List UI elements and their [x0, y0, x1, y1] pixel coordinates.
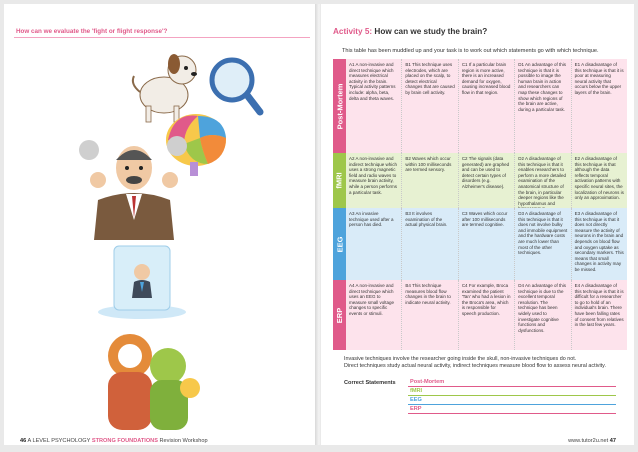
table-cell: B2 Waves which occur within 100 milliseconds are termed sensory. — [402, 153, 458, 208]
note-invasive: Invasive techniques involve the researcher going inside the skull, non-invasive techniques do not. — [344, 356, 577, 362]
row-label-fmri: fMRI — [333, 153, 346, 208]
site-url[interactable]: www.tutor2u.net — [568, 438, 609, 444]
answer-line-erp[interactable]: ERP — [408, 405, 616, 414]
table-cell: A4 A non-invasive and direct technique which uses an EEG to measure small voltage changes to specific events or stimuli. — [346, 280, 402, 350]
right-page-number: 47 — [609, 438, 616, 444]
table-row — [333, 59, 627, 153]
table-cell: B1 This technique uses electrodes, which are placed on the scalp, to detect electrical changes that are caused by brain cell activity. — [402, 59, 458, 153]
table-cell: C2 The signals (data generated) are graphed and can be used to detect certain types of disorders (e.g. Alzheimer's disease). — [459, 153, 515, 208]
activity-title: How can we study the brain? — [374, 27, 488, 36]
coloured-figures-illustration — [90, 326, 210, 436]
publication-suffix: Revision Workshop — [159, 438, 208, 444]
table-cell: C4 For example, Broca examined the patient 'Tan' who had a lesion in the Broca's area, which is responsible for speech production. — [459, 280, 515, 350]
table-row — [333, 208, 627, 280]
table-cell: E4 A disadvantage of this technique is that it is difficult for a researcher to go to hold of an individual's brain. There have been falling rates of consent from relatives in the last few years. — [574, 283, 624, 328]
table-cell: A3 An invasive technique used after a person has died. — [346, 208, 402, 280]
note-direct: Direct techniques study actual neural activity, indirect techniques measure blood flow to assess neural activity. — [344, 363, 606, 369]
left-footer — [20, 438, 208, 444]
table-cell: B4 This technique measures blood flow changes in the brain to indicate neural activity. — [402, 280, 458, 350]
row-label-eeg: EEG — [333, 208, 346, 280]
left-page-number: 46 — [20, 438, 27, 444]
table-cell: A1 A non-invasive and direct technique which measures electrical activity in the brain. Typical activity patterns include: alpha, beta, delta and theta waves. — [346, 59, 402, 153]
left-page — [4, 4, 317, 445]
activity-label: Activity 5: — [333, 27, 373, 36]
right-page — [321, 4, 634, 445]
ice-block-illustration — [92, 240, 192, 320]
table-cell: E1 A disadvantage of this technique is that it is poor at measuring neural activity that occurs below the upper layers of the brain. — [574, 62, 624, 95]
correct-statements-label: Correct Statements — [344, 380, 396, 386]
series-name: STRONG FOUNDATIONS — [91, 438, 158, 444]
publication-name: A LEVEL PSYCHOLOGY — [27, 438, 91, 444]
table-cell: D4 An advantage of this technique is due to the excellent temporal resolution. The technique has been widely used to investigate cognitive functions and dysfunctions. — [515, 280, 571, 350]
title-divider — [14, 37, 310, 38]
row-label-erp: ERP — [333, 280, 346, 350]
stressed-man-illustration — [74, 130, 194, 240]
table-cell: B3 It involves examination of the actual physical brain. — [402, 208, 458, 280]
answer-line-fmri[interactable]: fMRI — [408, 387, 616, 396]
table-cell: A2 A non-invasive and indirect technique which uses a strong magnetic field and radio waves to measure brain activity, while a person performs a particular task. — [346, 153, 402, 208]
table-row — [333, 280, 627, 350]
table-cell: D3 A disadvantage of this technique is that it does not involve bulky and immobile equipment and the hardware costs are much lower than most of the other techniques. — [515, 208, 571, 280]
activity-intro: This table has been muddled up and your task is to work out which statements go with which technique. — [342, 48, 599, 54]
answer-line-post-mortem[interactable]: Post-Mortem — [408, 378, 616, 387]
left-page-title: How can we evaluate the 'fight or flight response'? — [16, 28, 168, 35]
table-cell: D1 An advantage of this technique is that it is possible to image the human brain in action and researchers can map these changes to show which regions of the brain are active, during a particular task. — [515, 59, 571, 153]
table-cell: E2 A disadvantage of this technique is that although the data reflects temporal activation patterns with specific neural sites, the localization of neurons is only an approximation. — [574, 156, 624, 201]
table-cell: C1 If a particular brain region is more active, there is an increased demand for oxygen, causing increased blood flow in that region. — [459, 59, 515, 153]
answer-line-eeg[interactable]: EEG — [408, 396, 616, 405]
table-cell: C3 Waves which occur after 100 milliseconds are termed cognitive. — [459, 208, 515, 280]
row-label-post-mortem: Post-Mortem — [333, 59, 346, 153]
table-row — [333, 153, 627, 208]
activity-heading — [333, 27, 487, 36]
right-footer — [568, 438, 616, 444]
table-cell: D2 A disadvantage of this technique is that it enables researchers to perform a more detailed examination of the anatomical structure of the brain, in particular deeper regions like the hypothalamus and — [515, 153, 571, 208]
notes — [344, 356, 606, 370]
table-cell: E3 A disadvantage of this technique is that it does not directly measure the activity of neurons in the brain and depends on blood flow and oxygen uptake as secondary markers. This means that small changes in activity may be missed. — [574, 211, 624, 272]
